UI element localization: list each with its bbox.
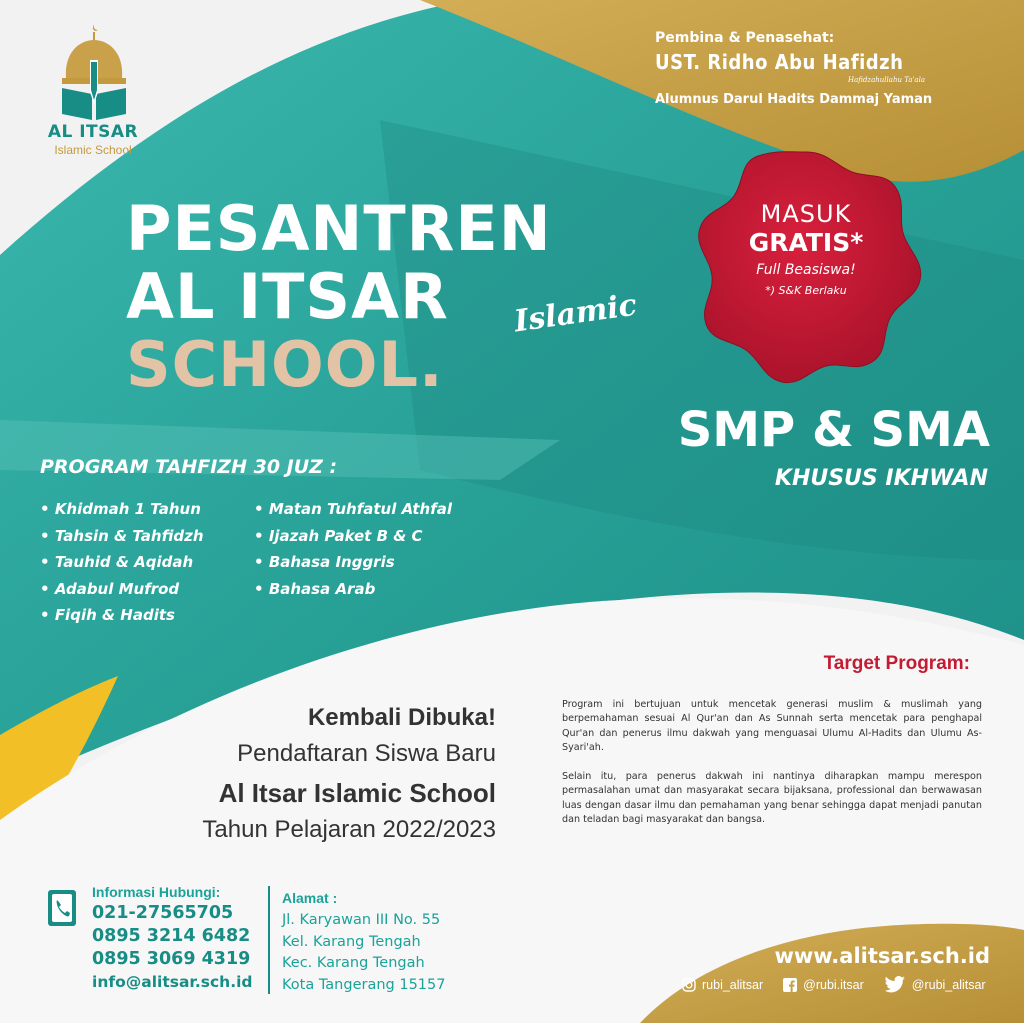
list-item: • Adabul Mufrod bbox=[40, 576, 204, 603]
twitter-icon bbox=[884, 976, 906, 994]
reopen-heading: Kembali Dibuka! bbox=[307, 704, 496, 731]
list-item: • Matan Tuhfatul Athfal bbox=[254, 496, 452, 523]
twitter-handle[interactable]: @rubi_alitsar bbox=[911, 978, 986, 992]
list-item: • Tahsin & Tahfidzh bbox=[40, 523, 204, 550]
mentor-role: Pembina & Penasehat: bbox=[655, 30, 835, 46]
phone-number[interactable]: 0895 3214 6482 bbox=[92, 926, 251, 946]
reopen-school-name: Al Itsar Islamic School bbox=[218, 778, 496, 808]
contact-list bbox=[92, 902, 253, 994]
mosque-book-pen-icon bbox=[54, 22, 134, 122]
logo-subtitle: Islamic School bbox=[54, 143, 132, 157]
list-item: • Bahasa Inggris bbox=[254, 549, 452, 576]
list-item: • Khidmah 1 Tahun bbox=[40, 496, 204, 523]
program-list-col1 bbox=[40, 496, 204, 629]
mentor-honorific: Hafidzahullahu Ta'ala bbox=[848, 76, 926, 84]
address-line: Kec. Karang Tengah bbox=[282, 955, 425, 971]
logo-name: AL ITSAR bbox=[47, 122, 139, 142]
social-links bbox=[682, 976, 986, 994]
target-title: Target Program: bbox=[823, 653, 970, 674]
title-line-2: AL ITSAR bbox=[126, 260, 449, 333]
instagram-icon bbox=[682, 978, 696, 992]
contact-divider bbox=[268, 886, 270, 994]
program-list-col2 bbox=[254, 496, 452, 602]
facebook-handle[interactable]: @rubi.itsar bbox=[803, 978, 864, 992]
mentor-alma-mater: Alumnus Darul Hadits Dammaj Yaman bbox=[655, 92, 933, 107]
title-line-1: PESANTREN bbox=[126, 192, 552, 265]
school-level: SMP & SMA bbox=[677, 402, 990, 458]
phone-book-icon bbox=[46, 888, 80, 928]
address-list bbox=[282, 910, 445, 996]
address-line: Kel. Karang Tengah bbox=[282, 933, 421, 950]
website-link[interactable]: www.alitsar.sch.id bbox=[774, 944, 990, 968]
phone-number[interactable]: 0895 3069 4319 bbox=[92, 949, 251, 969]
target-paragraph-1: Program ini bertujuan untuk mencetak generasi muslim & muslimah yang berpemahaman sesuai Al Qur'an dan As Sunnah serta mencetak para penghapal Qur'an dan penerus ilmu dakwah yang menguasai Ulumu Al-Hadits dan Ulumu As-Syari'ah. bbox=[562, 699, 982, 753]
contact-heading: Informasi Hubungi: bbox=[92, 884, 221, 900]
list-item: • Bahasa Arab bbox=[254, 576, 452, 603]
badge-note: *) S&K Berlaku bbox=[765, 284, 847, 297]
list-item: • Ijazah Paket B & C bbox=[254, 523, 452, 550]
target-paragraph-2: Selain itu, para penerus dakwah ini nantinya diharapkan mampu merespon permasalahan umat dan masyarakat secara bijaksana, professional dan berwawasan luas dengan dasar ilmu dan pemahaman yang benar sehingga dapat menjadi panutan dan teladan bagi masyarakat dan bangsa. bbox=[562, 771, 982, 825]
phone-number[interactable]: 021-27565705 bbox=[92, 903, 234, 923]
address-heading: Alamat : bbox=[282, 890, 338, 906]
address-line: Jl. Karyawan III No. 55 bbox=[282, 912, 441, 928]
title-script: Islamic bbox=[512, 287, 640, 340]
instagram-handle[interactable]: rubi_alitsar bbox=[702, 978, 764, 992]
facebook-icon bbox=[783, 978, 797, 992]
email-address[interactable]: info@alitsar.sch.id bbox=[92, 973, 253, 991]
reopen-academic-year: Tahun Pelajaran 2022/2023 bbox=[202, 816, 496, 843]
list-item: • Fiqih & Hadits bbox=[40, 602, 204, 629]
mentor-name: UST. Ridho Abu Hafidzh bbox=[655, 50, 904, 74]
badge-beasiswa: Full Beasiswa! bbox=[756, 262, 856, 278]
reopen-registration: Pendaftaran Siswa Baru bbox=[237, 740, 496, 767]
list-item: • Tauhid & Aqidah bbox=[40, 549, 204, 576]
badge-masuk: MASUK bbox=[760, 200, 852, 228]
badge-gratis: GRATIS* bbox=[748, 228, 864, 257]
title-line-3: SCHOOL. bbox=[126, 328, 444, 401]
address-line: Kota Tangerang 15157 bbox=[282, 976, 446, 993]
program-title: PROGRAM TAHFIZH 30 JUZ : bbox=[40, 456, 338, 478]
audience: KHUSUS IKHWAN bbox=[774, 466, 988, 491]
